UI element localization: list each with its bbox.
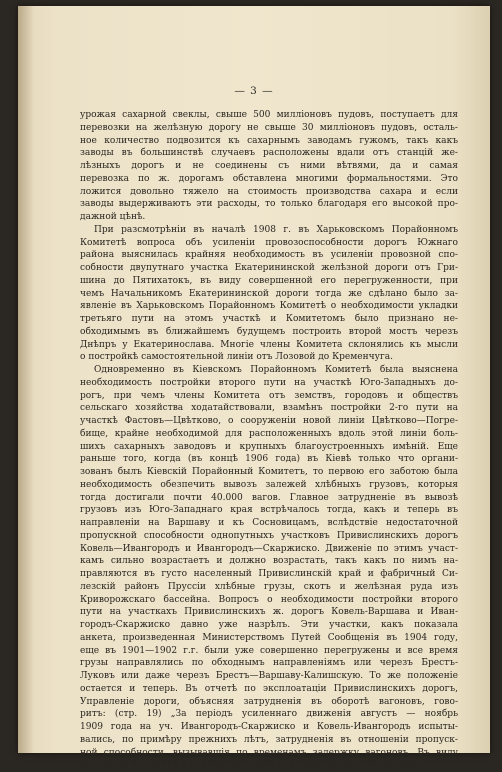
text-line: сельскаго хозяйства ходатайствовали, взамѣнъ постройки 2-го пути на: [80, 403, 458, 414]
text-line: скопленія въ ноябрѣ и декабрѣ вагоновъ для Ивангородъ—Домбровского: [80, 760, 432, 771]
text-line: о постройкѣ самостоятельной линіи отъ Лозовой до Кременчуга.: [80, 352, 393, 363]
text-line: третьяго пути на этомъ участкѣ и Комитетомъ было признано не-: [80, 314, 458, 324]
text-line: тогда достигали почти 40.000 вагов. Главное затрудненіе въ вывозѣ: [80, 492, 458, 503]
text-line: шихъ сахарныхъ заводовъ и крупныхъ благоустроенныхъ имѣній. Еще: [80, 441, 458, 452]
text-line: явленіе въ Харьковскомъ Порайонномъ Комитетѣ о необходимости укладки: [80, 301, 458, 312]
text-line: еще въ 1901—1902 г.г. были уже совершенно перегружены и все время: [80, 645, 458, 656]
text-line: направленіи на Варшаву и къ Сосновицамъ, вслѣдствіе недостаточной: [80, 518, 458, 528]
text-line: рогъ, при чемъ члены Комитета отъ земствъ, городовъ и обществъ: [80, 390, 458, 401]
text-line: анкета, произведенная Министерствомъ Путей Сообщенія въ 1904 году,: [80, 632, 458, 643]
text-line: района выяснилась крайняя необходимость въ усиленіи провозной спо-: [80, 250, 458, 261]
text-line: бище, крайне необходимой для расположенныхъ вдоль этой линіи боль-: [80, 428, 458, 439]
paragraph: [80, 364, 458, 772]
text-line: раньше того, когда (въ концѣ 1906 года) въ Кіевѣ только что органи-: [80, 454, 458, 465]
text-line: урожая сахарной свеклы, свыше 500 милліоновъ пудовъ, поступаетъ для: [80, 110, 458, 120]
text-line: зованъ былъ Кіевскій Порайонный Комитетъ, то первою его заботою была: [80, 467, 458, 477]
text-line: участкѣ Фастовъ—Цвѣтково, о сооруженіи новой линіи Цвѣтково—Погре-: [80, 416, 458, 426]
text-line: Луковъ или даже черезъ Брестъ—Варшаву-Калишскую. То же положеніе: [80, 671, 458, 681]
text-line: необходимость постройки второго пути на участкѣ Юго-Западныхъ до-: [80, 377, 458, 388]
text-line: остается и теперь. Въ отчетѣ по эксплоатаціи Привислинскихъ дорогъ,: [80, 683, 458, 694]
text-line: пропускной способности однопутныхъ участковъ Привислинскихъ дорогъ: [80, 530, 458, 541]
text-line: ритъ: (стр. 19) „За періодъ усиленнаго движенія августъ — ноябрь: [80, 709, 458, 720]
page-gutter-shadow: [18, 6, 34, 753]
text-line: Одновременно въ Кіевскомъ Порайонномъ Комитетѣ была выяснена: [94, 365, 458, 375]
text-line: дажной цѣнѣ.: [80, 212, 146, 222]
text-line: грузы направлялись по обходнымъ направленіямъ или черезъ Брестъ-: [80, 658, 458, 669]
text-line: правляются въ густо населенный Привислинскій край и фабричный Си-: [80, 569, 458, 579]
text-line: ложится довольно тяжело на стоимость производства сахара и если: [80, 186, 458, 197]
text-line: собности двупутнаго участка Екатерининской желѣзной дороги отъ Гри-: [80, 263, 458, 273]
paragraph: [80, 109, 458, 224]
page-body-text: [80, 109, 458, 772]
text-line: заводы въ большинствѣ случаевъ расположены вдали отъ станцій же-: [80, 148, 458, 159]
text-line: Криворожскаго бассейна. Вопросъ о необходимости постройки второго: [80, 594, 458, 605]
text-line: камъ сильно возрастаетъ и должно возрастать, такъ какъ по нимъ на-: [80, 556, 458, 567]
paragraph: [80, 224, 458, 364]
text-line: 1909 года на уч. Ивангородъ-Скаржиско и Ковель-Ивангородъ испыты-: [80, 722, 458, 732]
text-line: чемъ Начальникомъ Екатерининской дороги тогда же сдѣлано было за-: [80, 288, 458, 299]
page-number: — 3 —: [234, 85, 274, 97]
text-line: необходимость обезпечить вывозъ залежей хлѣбныхъ грузовъ, которыя: [80, 479, 458, 490]
text-line: грузовъ изъ Юго-Западнаго края встрѣчалось тогда, какъ и теперь въ: [80, 505, 458, 516]
text-line: лѣзныхъ дорогъ и не соединены съ ними вѣтвями, да и самая: [80, 161, 458, 171]
text-line: городъ-Скаржиско давно уже назрѣлъ. Эти участки, какъ показала: [80, 620, 458, 630]
text-line: перевозка по ж. дорогамъ обставлена многими формальностями. Это: [80, 173, 458, 184]
text-line: Ковель—Ивангородъ и Ивангородъ—Скаржиско. Движеніе по этимъ участ-: [80, 543, 458, 554]
text-line: ной способности, вызывавшія по временамъ задержку вагоновъ. Въ виду: [80, 747, 458, 758]
text-line: обходимымъ въ ближайшемъ будущемъ построить второй мостъ черезъ: [80, 326, 458, 337]
text-line: вались, по примѣру прежнихъ лѣтъ, затрудненія въ отношеніи пропуск-: [80, 734, 458, 745]
text-line: перевозки на желѣзную дорогу не свыше 30 милліоновъ пудовъ, осталь-: [80, 122, 458, 133]
text-line: Комитетѣ вопроса объ усиленіи провозоспособности дорогъ Южнаго: [80, 237, 458, 248]
book-page: [18, 6, 490, 771]
text-line: заводы выдерживаютъ эти расходы, то только благодаря его высокой про-: [80, 199, 458, 210]
text-line: Днѣпръ у Екатеринослава. Многіе члены Комитета склонялись къ мысли: [80, 339, 458, 350]
text-line: шина до Пятихатокъ, въ виду совершенной его перегруженности, при: [80, 275, 458, 286]
text-line: Управленіе дороги, объясняя затрудненія въ оборотѣ вагоновъ, гово-: [80, 696, 458, 707]
text-line: При разсмотрѣніи въ началѣ 1908 г. въ Харьковскомъ Порайонномъ: [94, 224, 458, 235]
text-line: лезскій районъ Пруссіи хлѣбные грузы, скотъ и желѣзная руда изъ: [80, 581, 458, 592]
text-line: пути на участкахъ Привислинскихъ ж. дорогъ Ковель-Варшава и Иван-: [80, 607, 458, 618]
text-line: ное количество подвозится къ сахарнымъ заводамъ гужомъ, такъ какъ: [80, 135, 458, 146]
